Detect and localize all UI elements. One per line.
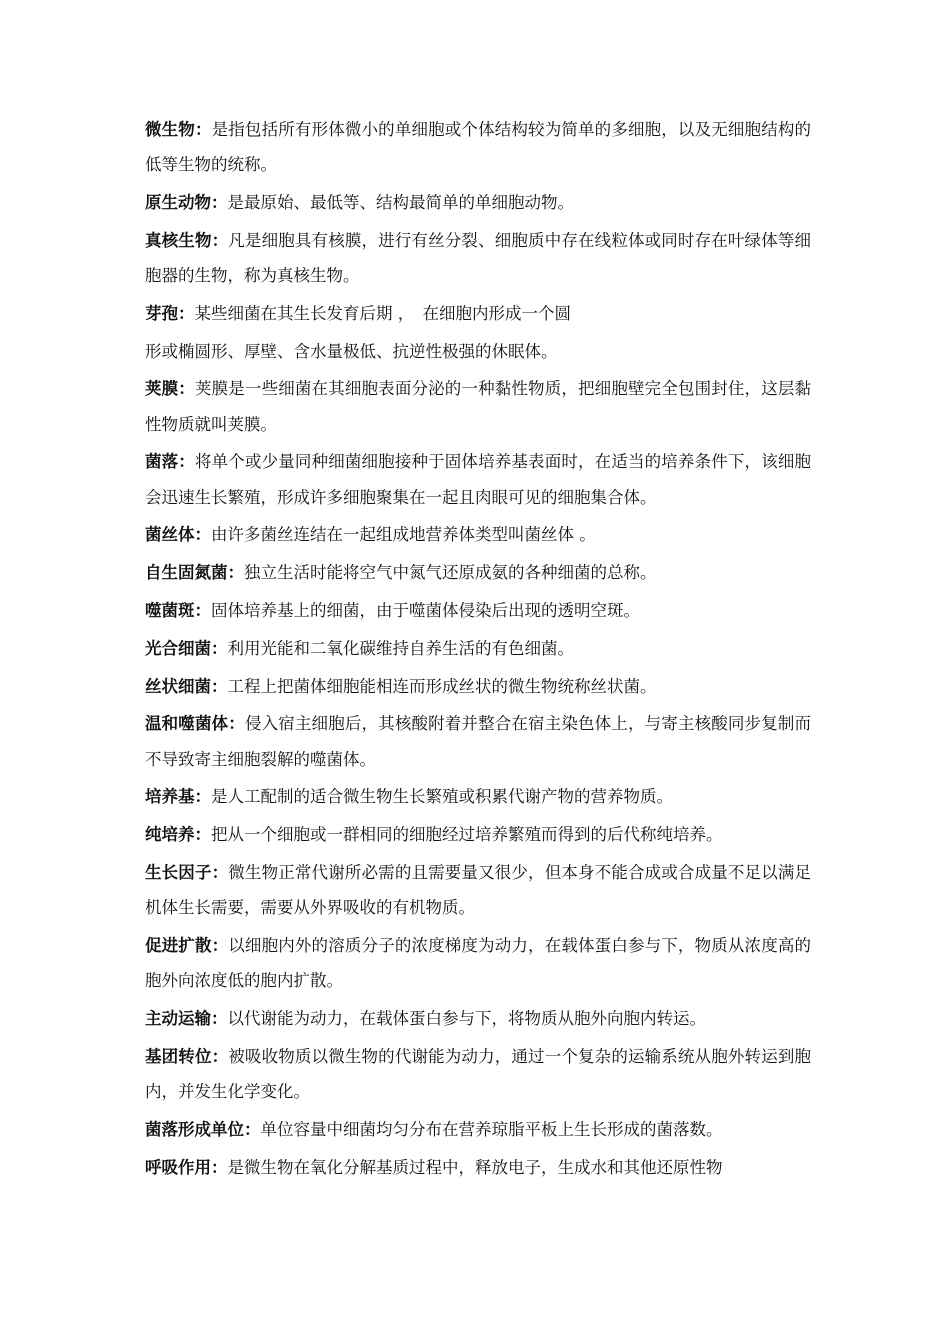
entry-term: 主动运输： bbox=[145, 1008, 228, 1028]
entry-term: 促进扩散： bbox=[145, 935, 229, 955]
entry-definition: 利用光能和二氧化碳维持自养生活的有色细菌。 bbox=[227, 638, 574, 658]
entry-definition: 固体培养基上的细菌，由于噬菌体侵染后出现的透明空斑。 bbox=[211, 600, 640, 620]
entry-junsiti bbox=[145, 517, 811, 552]
entry-definition-continued: 形或椭圆形、厚壁、含水量极低、抗逆性极强的休眠体。 bbox=[145, 341, 558, 361]
entry-yabao-continued bbox=[145, 334, 811, 369]
entry-term: 真核生物： bbox=[145, 230, 229, 250]
entry-shengzhang-yinzi bbox=[145, 855, 811, 925]
entry-peiyangji bbox=[145, 779, 811, 814]
entry-definition: 是最原始、最低等、结构最简单的单细胞动物。 bbox=[227, 193, 574, 212]
entry-term: 自生固氮菌： bbox=[145, 563, 244, 583]
entry-definition: 由许多菌丝连结在一起组成地营养体类型叫菌丝体 。 bbox=[211, 525, 596, 545]
entry-wenhe-shijunti bbox=[145, 706, 811, 776]
entry-guanghe-xijun bbox=[145, 631, 811, 666]
entry-cujin-kuosan bbox=[145, 928, 811, 998]
entry-term: 生长因子： bbox=[145, 862, 229, 882]
entry-sizhuang-xijun bbox=[145, 669, 811, 704]
entry-definition: 被吸收物质以微生物的代谢能为动力，通过一个复杂的运输系统从胞外转运到胞内，并发生化学变化。 bbox=[145, 1046, 812, 1101]
entry-definition: 是微生物在氧化分解基质过程中，释放电子，生成水和其他还原性物 bbox=[227, 1157, 723, 1177]
entry-zhenhe-shengwu bbox=[145, 223, 811, 293]
entry-term: 荚膜： bbox=[145, 379, 195, 399]
entry-definition: 独立生活时能将空气中氮气还原成氨的各种细菌的总称。 bbox=[244, 563, 657, 583]
entry-definition: 微生物正常代谢所必需的且需要量又很少，但本身不能合成或合成量不足以满足机体生长需要，需要从外界吸收的有机物质。 bbox=[145, 862, 812, 918]
entry-definition: 以细胞内外的溶质分子的浓度梯度为动力，在载体蛋白参与下，物质从浓度高的胞外向浓度低的胞内扩散。 bbox=[145, 935, 812, 991]
entry-shijunban bbox=[145, 593, 811, 628]
entry-term: 菌丝体： bbox=[145, 525, 211, 545]
entry-term: 噬菌斑： bbox=[145, 600, 211, 620]
entry-zisheng-gudanjun bbox=[145, 555, 811, 590]
entry-term: 芽孢： bbox=[145, 303, 195, 323]
entry-zhudong-yunshu bbox=[145, 1001, 811, 1036]
entry-term: 光合细菌： bbox=[145, 638, 228, 658]
entry-term: 纯培养： bbox=[145, 825, 211, 845]
entry-junluo bbox=[145, 444, 811, 514]
entry-term: 微生物： bbox=[145, 120, 212, 139]
entry-jituan-zhuanwei bbox=[145, 1039, 811, 1109]
glossary-body bbox=[145, 112, 811, 1187]
entry-definition: 以代谢能为动力，在载体蛋白参与下，将物质从胞外向胞内转运。 bbox=[227, 1008, 706, 1028]
entry-definition: 是指包括所有形体微小的单细胞或个体结构较为简单的多细胞，以及无细胞结构的低等生物的统称。 bbox=[145, 120, 812, 175]
entry-definition: 某些细菌在其生长发育后期 ， 在细胞内形成一个圆 bbox=[194, 303, 571, 323]
entry-term: 基团转位： bbox=[145, 1046, 229, 1066]
entry-huxi-zuoyong bbox=[145, 1150, 811, 1185]
entry-junluo-xingcheng-danwei bbox=[145, 1112, 811, 1147]
entry-yabao bbox=[145, 296, 811, 331]
entry-term: 培养基： bbox=[145, 787, 211, 807]
entry-term: 呼吸作用： bbox=[145, 1157, 228, 1177]
entry-term: 丝状细菌： bbox=[145, 676, 228, 696]
entry-definition: 是人工配制的适合微生物生长繁殖或积累代谢产物的营养物质。 bbox=[211, 787, 673, 807]
entry-definition: 工程上把菌体细胞能相连而形成丝状的微生物统称丝状菌。 bbox=[227, 676, 657, 696]
entry-definition: 侵入宿主细胞后，其核酸附着并整合在宿主染色体上，与寄主核酸同步复制而不导致寄主细胞裂解的噬菌体。 bbox=[145, 714, 812, 769]
entry-yuansheng-dongwu bbox=[145, 185, 811, 220]
entry-jiamo bbox=[145, 371, 811, 441]
entry-weishengwu bbox=[145, 112, 811, 182]
entry-definition: 单位容量中细菌均匀分布在营养琼脂平板上生长形成的菌落数。 bbox=[260, 1119, 723, 1139]
entry-definition: 荚膜是一些细菌在其细胞表面分泌的一种黏性物质，把细胞壁完全包围封住，这层黏性物质就叫荚膜。 bbox=[145, 379, 812, 434]
entry-definition: 将单个或少量同种细菌细胞接种于固体培养基表面时，在适当的培养条件下，该细胞会迅速生长繁殖，形成许多细胞聚集在一起且肉眼可见的细胞集合体。 bbox=[145, 452, 812, 507]
entry-definition: 把从一个细胞或一群相同的细胞经过培养繁殖而得到的后代称纯培养。 bbox=[211, 825, 723, 845]
entry-definition: 凡是细胞具有核膜，进行有丝分裂、细胞质中存在线粒体或同时存在叶绿体等细胞器的生物，称为真核生物。 bbox=[145, 230, 812, 285]
entry-term: 温和噬菌体： bbox=[145, 714, 245, 734]
entry-term: 菌落形成单位： bbox=[145, 1119, 261, 1139]
entry-term: 原生动物： bbox=[145, 193, 228, 212]
entry-chun-peiyang bbox=[145, 817, 811, 852]
entry-term: 菌落： bbox=[145, 452, 195, 472]
